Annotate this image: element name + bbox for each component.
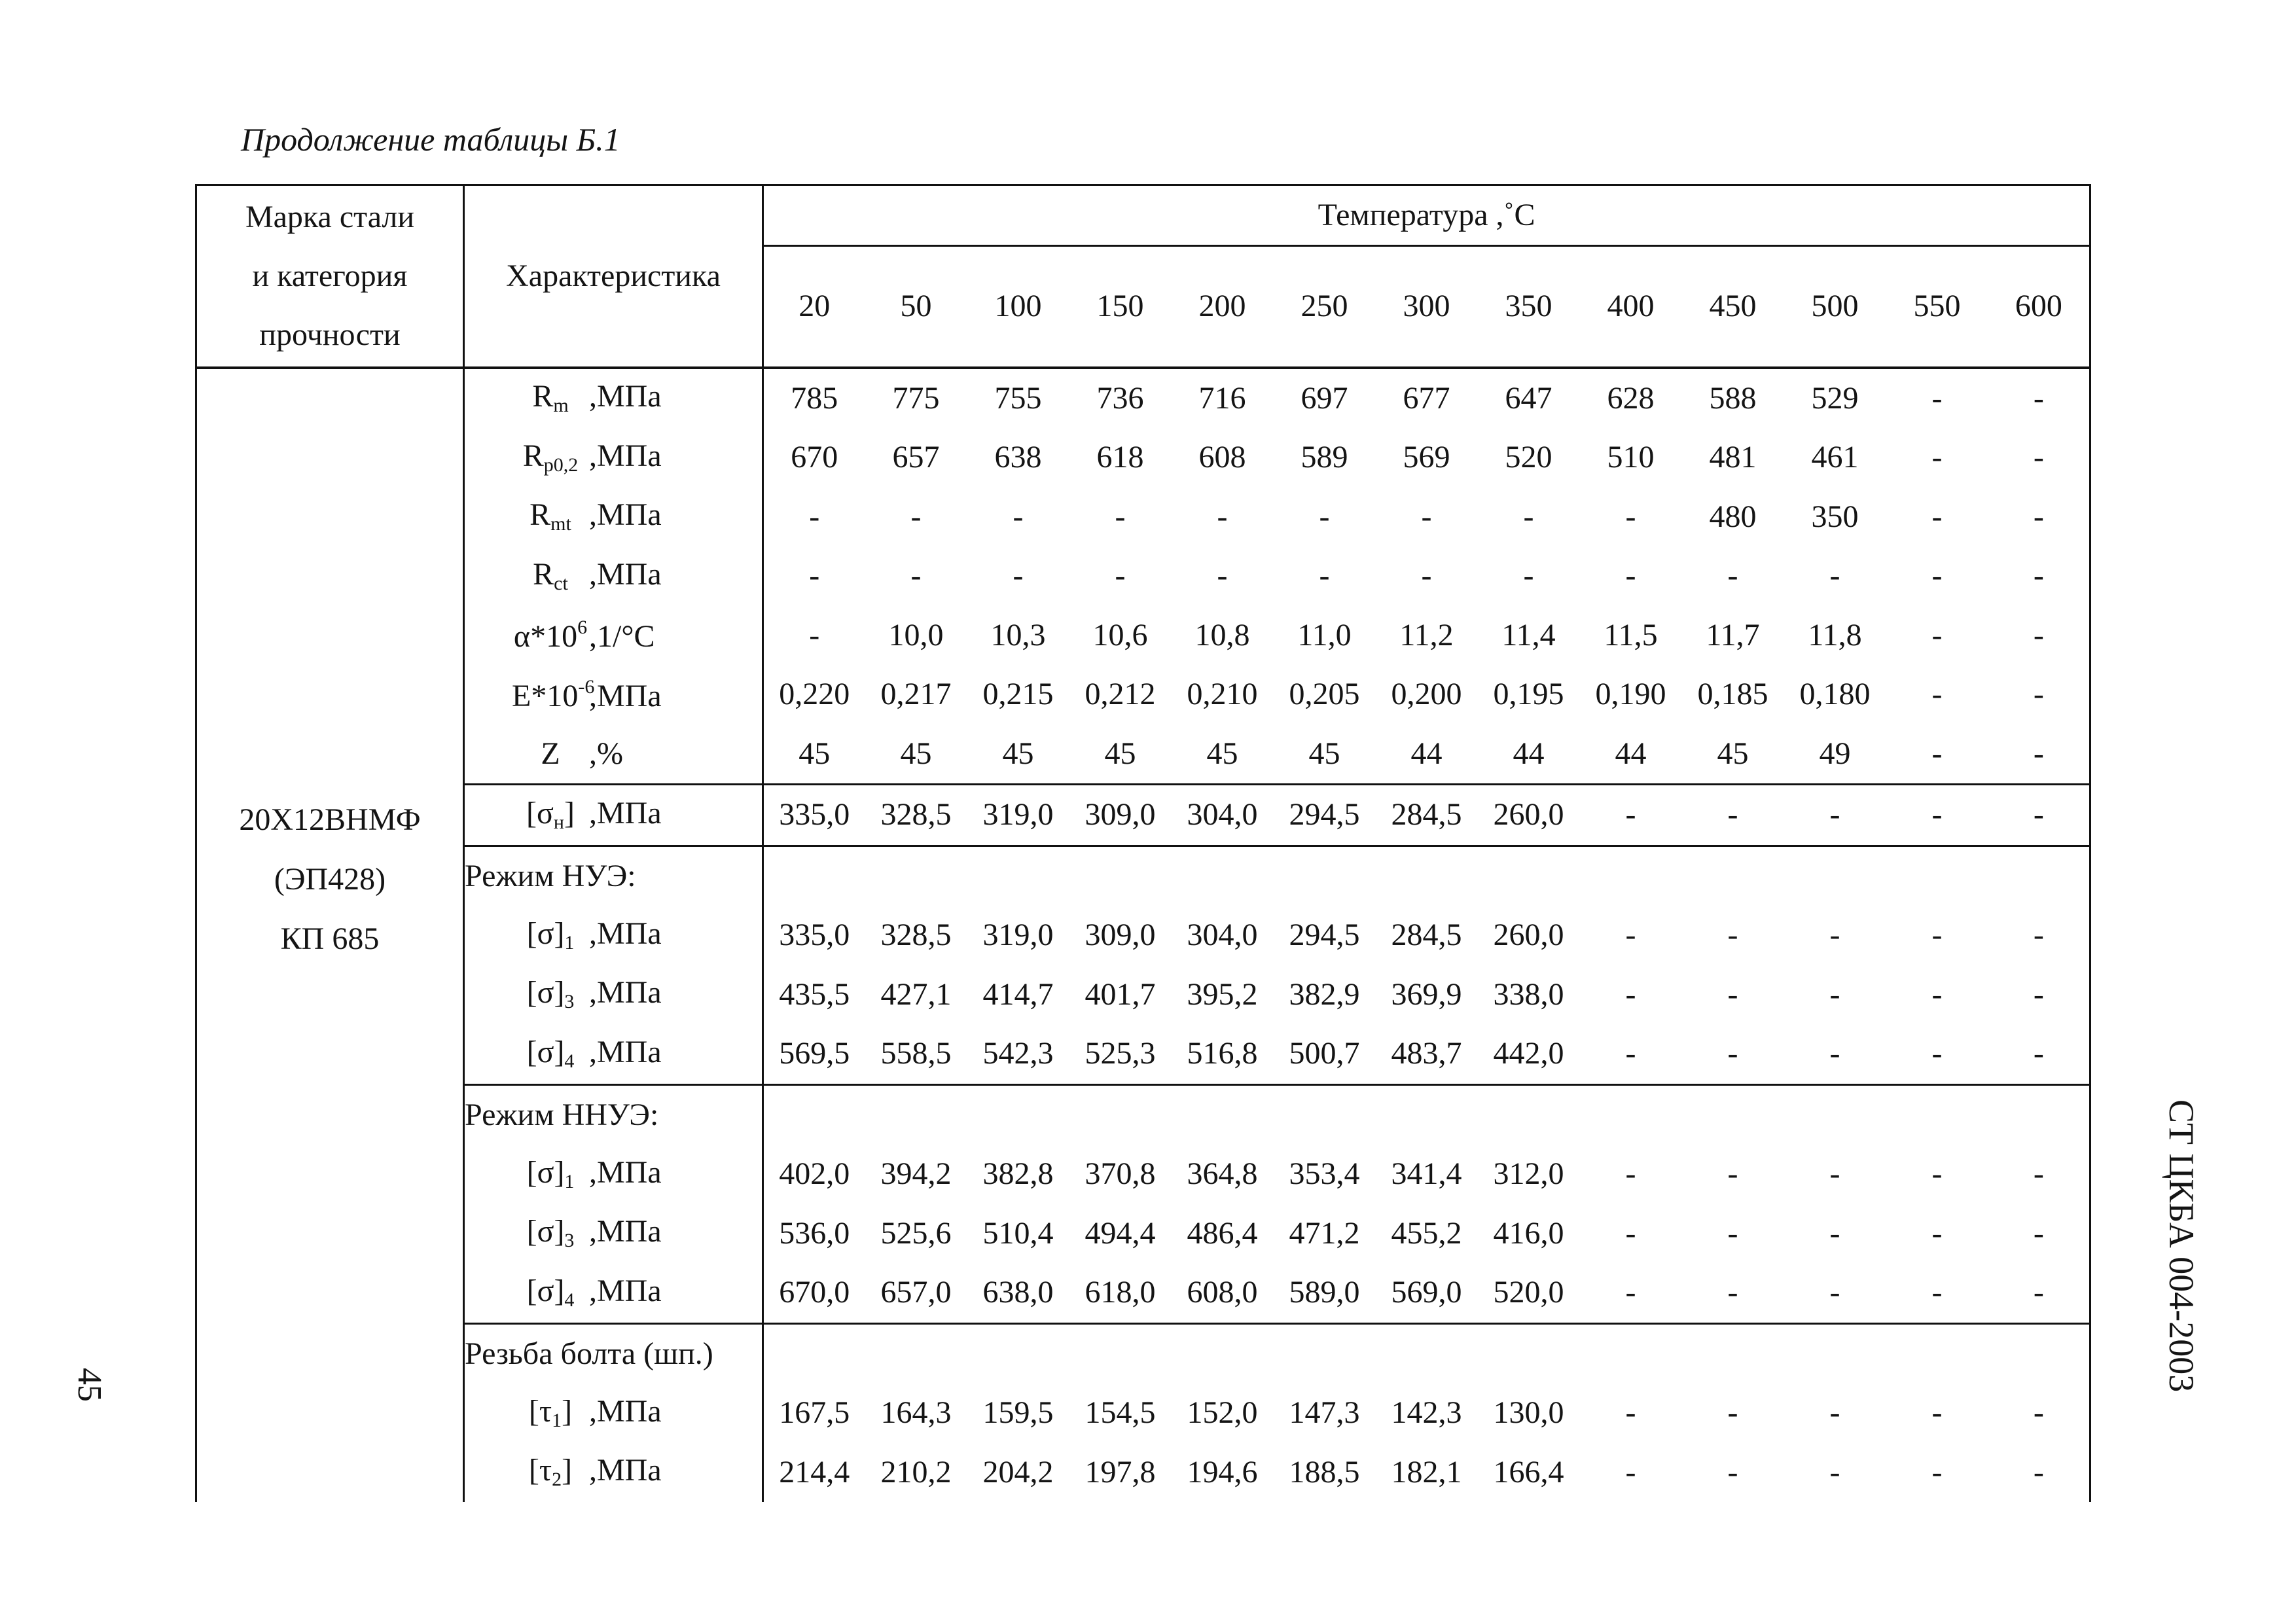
row-nue-4 <box>196 1024 2090 1084</box>
table-cell: 197,8 <box>1085 1454 1156 1489</box>
table-cell: - <box>1931 677 1943 712</box>
table-cell: - <box>1625 976 1636 1012</box>
table-cell: - <box>1931 1036 1943 1071</box>
table-cell: 11,2 <box>1399 617 1454 652</box>
table-cell: - <box>1115 499 1126 534</box>
row-nnue-1 <box>196 1145 2090 1204</box>
table-cell: 647 <box>1505 380 1552 416</box>
table-cell: 260,0 <box>1478 785 1580 846</box>
table-cell: - <box>1829 1454 1840 1489</box>
char-label: $R_{p0,2}$ ,МПа <box>464 428 763 488</box>
table-cell: 45 <box>900 736 932 771</box>
table-cell: 775 <box>892 380 940 416</box>
table-cell: - <box>1829 558 1840 594</box>
table-cell: 10,0 <box>888 617 944 652</box>
table-cell: 395,2 <box>1187 976 1258 1012</box>
char-label: $[\sigma]_1$ ,МПа <box>464 906 763 965</box>
char-label: $[\tau_2]$ ,МПа <box>464 1443 763 1503</box>
table-cell: 657,0 <box>880 1275 952 1310</box>
table-cell: - <box>2033 558 2044 594</box>
section-bolt <box>196 1323 2090 1383</box>
char-label: $[\sigma_н]$ ,МПа <box>464 785 763 846</box>
temp-500: 500 <box>1784 246 1886 368</box>
table-cell: 188,5 <box>1289 1454 1360 1489</box>
table-cell: - <box>1988 785 2090 846</box>
table-cell: - <box>2033 1454 2044 1489</box>
table-cell: - <box>1727 1215 1738 1251</box>
temp-250: 250 <box>1274 246 1376 368</box>
row-nue-1 <box>196 906 2090 965</box>
table-cell: 49 <box>1819 736 1851 771</box>
table-cell: - <box>1217 499 1228 534</box>
table-cell: 785 <box>791 380 838 416</box>
table-cell: - <box>1115 558 1126 594</box>
row-nue-3 <box>196 965 2090 1025</box>
table-cell: 353,4 <box>1289 1156 1360 1192</box>
table-cell: 167,5 <box>779 1395 850 1431</box>
table-cell: 159,5 <box>982 1395 1054 1431</box>
temp-100: 100 <box>967 246 1069 368</box>
table-cell: 0,205 <box>1289 677 1360 712</box>
table-cell: 0,217 <box>880 677 952 712</box>
table-cell: - <box>1727 976 1738 1012</box>
table-cell: 416,0 <box>1493 1215 1564 1251</box>
table-cell: - <box>2033 617 2044 652</box>
table-cell: 44 <box>1410 736 1443 771</box>
table-cell: - <box>910 558 922 594</box>
table-cell: 309,0 <box>1085 918 1156 953</box>
temp-350: 350 <box>1478 246 1580 368</box>
table-cell: 657 <box>892 440 940 475</box>
table-cell: 210,2 <box>880 1454 952 1489</box>
table-cell: 618,0 <box>1085 1275 1156 1310</box>
table-cell: 525,3 <box>1085 1036 1156 1071</box>
table-cell: 0,185 <box>1697 677 1768 712</box>
char-label: Z ,% <box>464 724 763 785</box>
table-cell: 569,5 <box>779 1036 850 1071</box>
table-cell: 510 <box>1607 440 1655 475</box>
temp-550: 550 <box>1886 246 1988 368</box>
table-cell: - <box>1829 1395 1840 1431</box>
row-rmt <box>196 488 2090 547</box>
table-cell: - <box>1931 1454 1943 1489</box>
table-cell: - <box>1829 1156 1840 1192</box>
table-cell: - <box>809 499 820 534</box>
table-cell: 0,180 <box>1799 677 1871 712</box>
table-cell: 284,5 <box>1376 785 1478 846</box>
table-cell: - <box>1727 1156 1738 1192</box>
table-cell: 0,220 <box>779 677 850 712</box>
steel-grade-alt: (ЭП428) <box>274 861 386 897</box>
steel-grade-name: 20Х12ВНМФ <box>239 802 421 837</box>
table-cell: - <box>1931 558 1943 594</box>
table-cell: 319,0 <box>967 785 1069 846</box>
row-sigma-n <box>196 785 2090 846</box>
table-cell: 152,0 <box>1187 1395 1258 1431</box>
table-cell: 486,4 <box>1187 1215 1258 1251</box>
table-cell: 558,5 <box>880 1036 952 1071</box>
table-cell: 0,210 <box>1187 677 1258 712</box>
table-cell: - <box>2033 499 2044 534</box>
row-nnue-3 <box>196 1204 2090 1264</box>
table-cell: - <box>1727 1036 1738 1071</box>
temp-400: 400 <box>1580 246 1682 368</box>
table-cell: - <box>1931 380 1943 416</box>
char-label: $[\sigma]_3$ ,МПа <box>464 965 763 1025</box>
table-cell: - <box>2033 380 2044 416</box>
table-cell: 147,3 <box>1289 1395 1360 1431</box>
table-cell: 716 <box>1198 380 1246 416</box>
table-cell: 494,4 <box>1085 1215 1156 1251</box>
table-cell: 0,215 <box>982 677 1054 712</box>
table-cell: 312,0 <box>1493 1156 1564 1192</box>
table-cell: - <box>1625 1215 1636 1251</box>
table-cell: 520 <box>1505 440 1552 475</box>
table-cell: 304,0 <box>1172 785 1274 846</box>
table-cell: - <box>1727 1454 1738 1489</box>
table-cell: 569 <box>1403 440 1450 475</box>
table-caption: Продолжение таблицы Б.1 <box>241 121 620 158</box>
table-cell: 516,8 <box>1187 1036 1258 1071</box>
table-cell: - <box>1784 785 1886 846</box>
table-cell: 369,9 <box>1391 976 1462 1012</box>
table-cell: - <box>1931 918 1943 953</box>
table-cell: 294,5 <box>1289 918 1360 953</box>
table-cell: - <box>1727 1275 1738 1310</box>
table-cell: 0,212 <box>1085 677 1156 712</box>
table-cell: 401,7 <box>1085 976 1156 1012</box>
table-cell: - <box>1625 1275 1636 1310</box>
table-cell: - <box>2033 918 2044 953</box>
row-e <box>196 665 2090 724</box>
table-cell: 11,5 <box>1604 617 1658 652</box>
table-cell: - <box>809 617 820 652</box>
temp-600: 600 <box>1988 246 2090 368</box>
steel-grade-cell <box>196 368 464 1503</box>
table-cell: 10,8 <box>1194 617 1250 652</box>
temp-300: 300 <box>1376 246 1478 368</box>
grade-column-header: Марка стали и категория прочности <box>196 185 464 368</box>
table-cell: - <box>1421 499 1432 534</box>
table-cell: - <box>2033 736 2044 771</box>
table-cell: 142,3 <box>1391 1395 1462 1431</box>
table-cell: 370,8 <box>1085 1156 1156 1192</box>
char-label: $R_{ct}$ ,МПа <box>464 546 763 606</box>
table-cell: - <box>1625 1395 1636 1431</box>
table-cell: - <box>1523 499 1534 534</box>
section-label: Режим ННУЭ: <box>464 1084 763 1145</box>
char-label: $E*10^{-6},МПа$ <box>464 665 763 724</box>
table-cell: 0,190 <box>1595 677 1666 712</box>
char-label: $[\sigma]_4$ ,МПа <box>464 1024 763 1084</box>
table-cell: - <box>1931 1215 1943 1251</box>
table-cell: 471,2 <box>1289 1215 1360 1251</box>
table-cell: 435,5 <box>779 976 850 1012</box>
table-cell: - <box>1931 1275 1943 1310</box>
table-cell: 461 <box>1811 440 1859 475</box>
table-cell: 319,0 <box>982 918 1054 953</box>
table-cell: 480 <box>1709 499 1757 534</box>
table-cell: - <box>2033 1275 2044 1310</box>
table-cell: - <box>1931 1395 1943 1431</box>
row-rp02 <box>196 428 2090 488</box>
table-cell: 335,0 <box>763 785 865 846</box>
table-cell: - <box>1625 918 1636 953</box>
table-cell: 569,0 <box>1391 1275 1462 1310</box>
table-cell: - <box>1421 558 1432 594</box>
table-cell: 529 <box>1811 380 1859 416</box>
table-cell: 45 <box>1104 736 1136 771</box>
table-cell: - <box>1931 617 1943 652</box>
table-cell: 608,0 <box>1187 1275 1258 1310</box>
table-cell: 536,0 <box>779 1215 850 1251</box>
row-alpha <box>196 606 2090 666</box>
table-cell: - <box>1727 918 1738 953</box>
char-label: $[\tau_1]$ ,МПа <box>464 1383 763 1443</box>
table-cell: 455,2 <box>1391 1215 1462 1251</box>
table-cell: 677 <box>1403 380 1450 416</box>
table-cell: 382,8 <box>982 1156 1054 1192</box>
table-cell: 510,4 <box>982 1215 1054 1251</box>
table-cell: 588 <box>1709 380 1757 416</box>
temperature-header: Температура ,˚С <box>763 185 2090 246</box>
temp-150: 150 <box>1069 246 1172 368</box>
table-cell: 341,4 <box>1391 1156 1462 1192</box>
table-cell: 350 <box>1811 499 1859 534</box>
row-rct <box>196 546 2090 606</box>
table-cell: 589 <box>1300 440 1348 475</box>
table-cell: 755 <box>994 380 1042 416</box>
table-cell: - <box>1829 1036 1840 1071</box>
table-cell: - <box>2033 1036 2044 1071</box>
table-cell: 45 <box>1002 736 1034 771</box>
table-cell: - <box>1727 558 1738 594</box>
table-cell: 402,0 <box>779 1156 850 1192</box>
table-cell: 328,5 <box>865 785 967 846</box>
table-cell: 194,6 <box>1187 1454 1258 1489</box>
table-cell: 697 <box>1300 380 1348 416</box>
table-cell: 204,2 <box>982 1454 1054 1489</box>
table-cell: - <box>1625 1036 1636 1071</box>
steel-strength-category: КП 685 <box>280 921 380 956</box>
table-cell: 736 <box>1096 380 1144 416</box>
table-cell: 10,3 <box>990 617 1046 652</box>
table-cell: 394,2 <box>880 1156 952 1192</box>
table-cell: 481 <box>1709 440 1757 475</box>
table-cell: 164,3 <box>880 1395 952 1431</box>
table-cell: 45 <box>1717 736 1749 771</box>
table-cell: - <box>1580 785 1682 846</box>
row-z <box>196 724 2090 785</box>
table-cell: - <box>2033 1215 2044 1251</box>
table-cell: 0,195 <box>1493 677 1564 712</box>
table-cell: - <box>1931 736 1943 771</box>
table-cell: - <box>1625 499 1636 534</box>
char-label: $R_{mt}$ ,МПа <box>464 488 763 547</box>
char-label: $[\sigma]_1$ ,МПа <box>464 1145 763 1204</box>
table-cell: 608 <box>1198 440 1246 475</box>
table-cell: 335,0 <box>779 918 850 953</box>
table-cell: 11,0 <box>1297 617 1352 652</box>
table-cell: 11,7 <box>1706 617 1760 652</box>
row-bolt-tau2 <box>196 1443 2090 1503</box>
table-cell: 520,0 <box>1493 1275 1564 1310</box>
table-cell: 500,7 <box>1289 1036 1360 1071</box>
table-cell: 260,0 <box>1493 918 1564 953</box>
char-label: $\alpha*10^6,1/^\circ С$ <box>464 606 763 666</box>
table-cell: 542,3 <box>982 1036 1054 1071</box>
table-cell: 442,0 <box>1493 1036 1564 1071</box>
table-cell: - <box>1931 976 1943 1012</box>
table-cell: 166,4 <box>1493 1454 1564 1489</box>
table-cell: 130,0 <box>1493 1395 1564 1431</box>
table-cell: 638,0 <box>982 1275 1054 1310</box>
row-bolt-tau1 <box>196 1383 2090 1443</box>
row-nnue-4 <box>196 1263 2090 1323</box>
section-nnue <box>196 1084 2090 1145</box>
table-cell: 10,6 <box>1092 617 1148 652</box>
table-cell: 45 <box>798 736 831 771</box>
characteristic-column-header: Характеристика <box>464 185 763 368</box>
table-cell: - <box>1829 1215 1840 1251</box>
char-label: $R_m$ ,МПа <box>464 368 763 429</box>
table-cell: 45 <box>1206 736 1238 771</box>
table-cell: 294,5 <box>1274 785 1376 846</box>
char-label: $[\sigma]_4$ ,МПа <box>464 1263 763 1323</box>
temp-200: 200 <box>1172 246 1274 368</box>
table-cell: - <box>1319 499 1330 534</box>
table-cell: 45 <box>1308 736 1340 771</box>
table-cell: 309,0 <box>1069 785 1172 846</box>
table-cell: - <box>1523 558 1534 594</box>
table-cell: - <box>1625 558 1636 594</box>
properties-table <box>195 184 2091 1502</box>
char-label: $[\sigma]_3$ ,МПа <box>464 1204 763 1264</box>
section-label: Режим НУЭ: <box>464 846 763 906</box>
temp-50: 50 <box>865 246 967 368</box>
table-cell: - <box>2033 1156 2044 1192</box>
section-label: Резьба болта (шп.) <box>464 1323 763 1383</box>
table-cell: - <box>2033 976 2044 1012</box>
table-cell: - <box>1829 976 1840 1012</box>
table-cell: - <box>1625 1454 1636 1489</box>
table-cell: 382,9 <box>1289 976 1360 1012</box>
table-cell: 154,5 <box>1085 1395 1156 1431</box>
table-cell: - <box>1013 499 1024 534</box>
table-cell: 414,7 <box>982 976 1054 1012</box>
temp-450: 450 <box>1682 246 1784 368</box>
table-cell: 589,0 <box>1289 1275 1360 1310</box>
table-cell: - <box>1931 499 1943 534</box>
table-cell: 11,4 <box>1501 617 1556 652</box>
table-cell: 0,200 <box>1391 677 1462 712</box>
table-cell: 628 <box>1607 380 1655 416</box>
table-cell: - <box>1886 785 1988 846</box>
table-cell: 638 <box>994 440 1042 475</box>
table-cell: 670,0 <box>779 1275 850 1310</box>
table-cell: 525,6 <box>880 1215 952 1251</box>
table-cell: - <box>1319 558 1330 594</box>
temp-20: 20 <box>763 246 865 368</box>
table-cell: - <box>2033 440 2044 475</box>
table-cell: 11,8 <box>1808 617 1862 652</box>
table-cell: - <box>2033 1395 2044 1431</box>
table-cell: - <box>1931 440 1943 475</box>
table-cell: 44 <box>1615 736 1647 771</box>
table-cell: 427,1 <box>880 976 952 1012</box>
table-cell: 182,1 <box>1391 1454 1462 1489</box>
table-cell: - <box>809 558 820 594</box>
row-rm <box>196 368 2090 429</box>
table-cell: 44 <box>1513 736 1545 771</box>
table-cell: 284,5 <box>1391 918 1462 953</box>
table-cell: 338,0 <box>1493 976 1564 1012</box>
table-cell: - <box>2033 677 2044 712</box>
page-number: 45 <box>71 1368 108 1402</box>
table-cell: - <box>910 499 922 534</box>
table-cell: - <box>1013 558 1024 594</box>
table-cell: - <box>1625 1156 1636 1192</box>
table-cell: - <box>1727 1395 1738 1431</box>
table-cell: - <box>1931 1156 1943 1192</box>
table-cell: - <box>1217 558 1228 594</box>
table-cell: 328,5 <box>880 918 952 953</box>
table-cell: - <box>1829 918 1840 953</box>
table-cell: 214,4 <box>779 1454 850 1489</box>
section-nue <box>196 846 2090 906</box>
document-code: СТ ЦКБА 004-2003 <box>2162 1099 2201 1393</box>
table-cell: 670 <box>791 440 838 475</box>
table-cell: 483,7 <box>1391 1036 1462 1071</box>
table-cell: 364,8 <box>1187 1156 1258 1192</box>
table-cell: 304,0 <box>1187 918 1258 953</box>
table-cell: - <box>1829 1275 1840 1310</box>
table-cell: - <box>1682 785 1784 846</box>
table-cell: 618 <box>1096 440 1144 475</box>
